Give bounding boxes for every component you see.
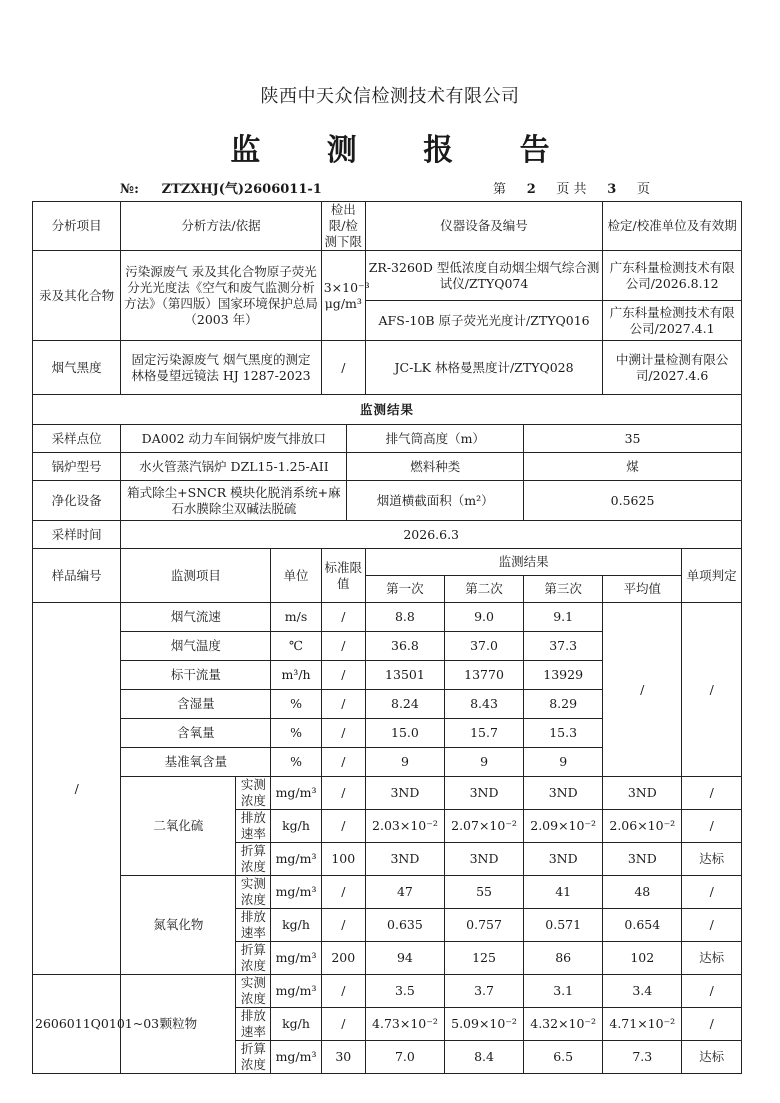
table-row xyxy=(33,876,742,909)
sub-std: / xyxy=(321,810,365,843)
sub-v2: 2.07×10⁻² xyxy=(444,810,523,843)
sub-v3: 3.1 xyxy=(524,975,603,1008)
col-std: 标准限值 xyxy=(321,549,365,603)
sub-judge: / xyxy=(682,1008,742,1041)
report-number-label: №: xyxy=(120,182,139,197)
sub-v3: 4.32×10⁻² xyxy=(524,1008,603,1041)
method-item: 汞及其化合物 xyxy=(33,251,121,341)
page-total: 3 xyxy=(607,182,617,197)
sub-item: 折算浓度 xyxy=(236,942,271,975)
sub-item: 排放速率 xyxy=(236,810,271,843)
sub-v2: 3ND xyxy=(444,843,523,876)
sub-v1: 7.0 xyxy=(365,1041,444,1074)
sub-judge: 达标 xyxy=(682,942,742,975)
page-mid: 页 共 xyxy=(556,182,587,197)
param-v1: 13501 xyxy=(365,661,444,690)
results-section-title: 监测结果 xyxy=(33,395,742,425)
sub-item: 排放速率 xyxy=(236,909,271,942)
method-basis: 固定污染源废气 烟气黑度的测定 林格曼望远镜法 HJ 1287-2023 xyxy=(121,341,321,395)
results-section-row xyxy=(33,395,742,425)
param-name: 含氧量 xyxy=(121,719,271,748)
time-label: 采样时间 xyxy=(33,521,121,549)
sub-std: 200 xyxy=(321,942,365,975)
time-row xyxy=(33,521,742,549)
method-row-mercury xyxy=(33,251,742,301)
gas-judge: / xyxy=(682,603,742,777)
method-limit: 3×10⁻³ μg/m³ xyxy=(321,251,365,341)
fuel-label: 燃料种类 xyxy=(347,453,524,481)
sub-v1: 2.03×10⁻² xyxy=(365,810,444,843)
method-calibration: 广东科量检测技术有限公司/2027.4.1 xyxy=(603,301,742,341)
sub-v3: 41 xyxy=(524,876,603,909)
param-v1: 36.8 xyxy=(365,632,444,661)
report-title: 监 测 报 告 xyxy=(230,133,578,168)
method-instrument: ZR-3260D 型低浓度自动烟尘烟气综合测试仪/ZTYQ074 xyxy=(365,251,602,301)
table-row xyxy=(33,603,742,632)
sub-v2: 5.09×10⁻² xyxy=(444,1008,523,1041)
sub-judge: / xyxy=(682,810,742,843)
boiler-row xyxy=(33,453,742,481)
col-results: 监测结果 xyxy=(365,549,681,576)
sub-unit: kg/h xyxy=(271,1008,321,1041)
sub-judge: / xyxy=(682,876,742,909)
col-item: 监测项目 xyxy=(121,549,271,603)
header-calibration: 检定/校准单位及有效期 xyxy=(603,202,742,251)
report-table xyxy=(32,201,742,1074)
sampling-point-row xyxy=(33,425,742,453)
param-v3: 13929 xyxy=(524,661,603,690)
area-label: 烟道横截面积（m²） xyxy=(347,481,524,521)
method-calibration: 中溯计量检测有限公司/2027.4.6 xyxy=(603,341,742,395)
page-prefix: 第 xyxy=(493,182,507,197)
param-std: / xyxy=(321,632,365,661)
sample-id: / xyxy=(33,603,121,975)
pollutant-pm: 颗粒物 xyxy=(121,975,236,1074)
header-limit: 检出限/检测下限 xyxy=(321,202,365,251)
param-name: 烟气流速 xyxy=(121,603,271,632)
sub-std: 30 xyxy=(321,1041,365,1074)
sub-unit: mg/m³ xyxy=(271,876,321,909)
sub-unit: mg/m³ xyxy=(271,975,321,1008)
sub-std: / xyxy=(321,876,365,909)
param-v3: 15.3 xyxy=(524,719,603,748)
param-v2: 15.7 xyxy=(444,719,523,748)
sub-judge: 达标 xyxy=(682,1041,742,1074)
param-v1: 15.0 xyxy=(365,719,444,748)
sub-v3: 86 xyxy=(524,942,603,975)
param-name: 烟气温度 xyxy=(121,632,271,661)
col-judge: 单项判定 xyxy=(682,549,742,603)
sub-std: 100 xyxy=(321,843,365,876)
sub-unit: mg/m³ xyxy=(271,777,321,810)
sub-avg: 3ND xyxy=(603,843,682,876)
col-r3: 第三次 xyxy=(524,576,603,603)
purify-label: 净化设备 xyxy=(33,481,121,521)
sub-unit: kg/h xyxy=(271,810,321,843)
param-unit: % xyxy=(271,719,321,748)
method-instrument: AFS-10B 原子荧光光度计/ZTYQ016 xyxy=(365,301,602,341)
sub-v2: 0.757 xyxy=(444,909,523,942)
sub-avg: 102 xyxy=(603,942,682,975)
sub-v3: 2.09×10⁻² xyxy=(524,810,603,843)
param-v3: 37.3 xyxy=(524,632,603,661)
page-suffix: 页 xyxy=(636,182,650,197)
sub-v2: 55 xyxy=(444,876,523,909)
sub-v2: 125 xyxy=(444,942,523,975)
sub-avg: 3ND xyxy=(603,777,682,810)
sub-std: / xyxy=(321,909,365,942)
sub-avg: 3.4 xyxy=(603,975,682,1008)
sub-unit: mg/m³ xyxy=(271,843,321,876)
param-v1: 8.8 xyxy=(365,603,444,632)
method-calibration: 广东科量检测技术有限公司/2026.8.12 xyxy=(603,251,742,301)
param-v2: 13770 xyxy=(444,661,523,690)
param-name: 基准氧含量 xyxy=(121,748,271,777)
param-v2: 37.0 xyxy=(444,632,523,661)
sub-std: / xyxy=(321,777,365,810)
stack-height-label: 排气筒高度（m） xyxy=(347,425,524,453)
param-unit: m/s xyxy=(271,603,321,632)
param-name: 含湿量 xyxy=(121,690,271,719)
sub-judge: / xyxy=(682,975,742,1008)
time-value: 2026.6.3 xyxy=(121,521,742,549)
sub-v1: 94 xyxy=(365,942,444,975)
param-v3: 8.29 xyxy=(524,690,603,719)
area-value: 0.5625 xyxy=(524,481,742,521)
sub-item: 折算浓度 xyxy=(236,843,271,876)
table-row xyxy=(33,975,742,1008)
param-v2: 9.0 xyxy=(444,603,523,632)
method-limit: / xyxy=(321,341,365,395)
param-v3: 9.1 xyxy=(524,603,603,632)
sub-v1: 3ND xyxy=(365,777,444,810)
col-avg: 平均值 xyxy=(603,576,682,603)
sub-v3: 0.571 xyxy=(524,909,603,942)
param-std: / xyxy=(321,603,365,632)
sub-avg: 2.06×10⁻² xyxy=(603,810,682,843)
report-number xyxy=(120,178,322,197)
boiler-value: 水火管蒸汽锅炉 DZL15-1.25-AII xyxy=(121,453,347,481)
sub-item: 折算浓度 xyxy=(236,1041,271,1074)
col-sample: 样品编号 xyxy=(33,549,121,603)
sub-v3: 3ND xyxy=(524,777,603,810)
param-std: / xyxy=(321,719,365,748)
param-std: / xyxy=(321,690,365,719)
sub-avg: 4.71×10⁻² xyxy=(603,1008,682,1041)
param-unit: % xyxy=(271,690,321,719)
purify-row xyxy=(33,481,742,521)
method-header-row xyxy=(33,202,742,251)
page-current: 2 xyxy=(526,182,536,197)
param-std: / xyxy=(321,661,365,690)
fuel-value: 煤 xyxy=(524,453,742,481)
gas-avg: / xyxy=(603,603,682,777)
sub-judge: / xyxy=(682,909,742,942)
sub-item: 实测浓度 xyxy=(236,975,271,1008)
pollutant-nox: 氮氧化物 xyxy=(121,876,236,975)
method-basis: 污染源废气 汞及其化合物原子荧光分光光度法《空气和废气监测分析方法》（第四版）国家环境保护总局（2003 年） xyxy=(121,251,321,341)
pollutant-so2: 二氧化硫 xyxy=(121,777,236,876)
sub-avg: 0.654 xyxy=(603,909,682,942)
param-v1: 8.24 xyxy=(365,690,444,719)
method-item: 烟气黑度 xyxy=(33,341,121,395)
sub-std: / xyxy=(321,975,365,1008)
param-v1: 9 xyxy=(365,748,444,777)
sub-item: 实测浓度 xyxy=(236,876,271,909)
stack-height-value: 35 xyxy=(524,425,742,453)
sub-v2: 3.7 xyxy=(444,975,523,1008)
param-unit: m³/h xyxy=(271,661,321,690)
sub-v1: 47 xyxy=(365,876,444,909)
sub-v1: 3ND xyxy=(365,843,444,876)
company-name: 陕西中天众信检测技术有限公司 xyxy=(260,86,520,107)
param-name: 标干流量 xyxy=(121,661,271,690)
header-instrument: 仪器设备及编号 xyxy=(365,202,602,251)
page-indicator xyxy=(493,178,650,197)
param-unit: % xyxy=(271,748,321,777)
param-v2: 8.43 xyxy=(444,690,523,719)
sub-v1: 0.635 xyxy=(365,909,444,942)
col-unit: 单位 xyxy=(271,549,321,603)
purify-value: 箱式除尘+SNCR 模块化脱消系统+麻石水膜除尘双碱法脱硫 xyxy=(121,481,347,521)
param-unit: ℃ xyxy=(271,632,321,661)
col-r2: 第二次 xyxy=(444,576,523,603)
param-std: / xyxy=(321,748,365,777)
sub-std: / xyxy=(321,1008,365,1041)
sub-unit: mg/m³ xyxy=(271,1041,321,1074)
sub-avg: 48 xyxy=(603,876,682,909)
sampling-point-label: 采样点位 xyxy=(33,425,121,453)
sub-avg: 7.3 xyxy=(603,1041,682,1074)
sub-v2: 3ND xyxy=(444,777,523,810)
sub-unit: mg/m³ xyxy=(271,942,321,975)
sub-unit: kg/h xyxy=(271,909,321,942)
results-header-row xyxy=(33,549,742,576)
sub-judge: 达标 xyxy=(682,843,742,876)
report-number-value: ZTZXHJ(气)2606011-1 xyxy=(161,182,322,197)
sub-v1: 3.5 xyxy=(365,975,444,1008)
header-method: 分析方法/依据 xyxy=(121,202,321,251)
param-v3: 9 xyxy=(524,748,603,777)
sub-judge: / xyxy=(682,777,742,810)
method-row-blackness xyxy=(33,341,742,395)
method-instrument: JC-LK 林格曼黑度计/ZTYQ028 xyxy=(365,341,602,395)
col-r1: 第一次 xyxy=(365,576,444,603)
sub-v3: 3ND xyxy=(524,843,603,876)
sampling-point-value: DA002 动力车间锅炉废气排放口 xyxy=(121,425,347,453)
sample-id: 2606011Q0101~03 xyxy=(33,975,121,1074)
sub-v1: 4.73×10⁻² xyxy=(365,1008,444,1041)
header-item: 分析项目 xyxy=(33,202,121,251)
param-v2: 9 xyxy=(444,748,523,777)
sub-v3: 6.5 xyxy=(524,1041,603,1074)
sub-v2: 8.4 xyxy=(444,1041,523,1074)
boiler-label: 锅炉型号 xyxy=(33,453,121,481)
table-row xyxy=(33,777,742,810)
sub-item: 排放速率 xyxy=(236,1008,271,1041)
sub-item: 实测浓度 xyxy=(236,777,271,810)
